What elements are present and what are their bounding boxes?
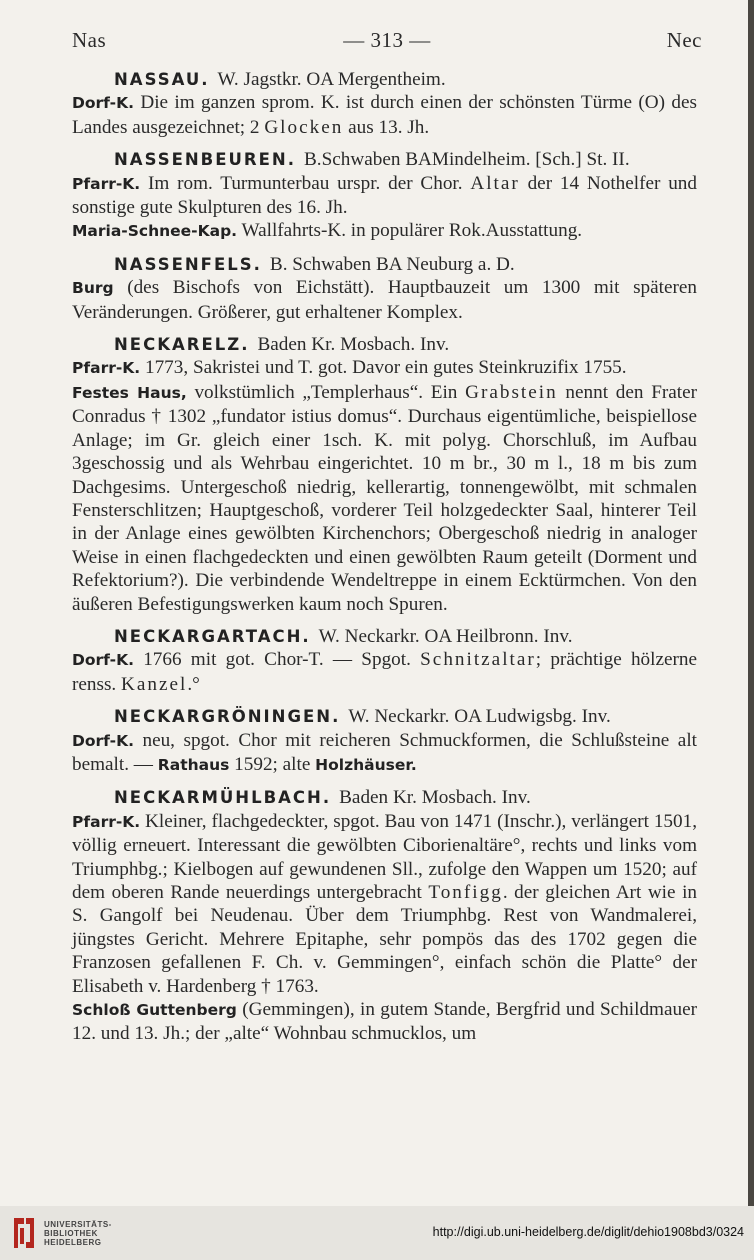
place-name: NASSENBEUREN. <box>114 150 296 170</box>
building-label: Pfarr-K. <box>72 359 141 378</box>
running-header <box>72 28 702 58</box>
entry-heading-line <box>72 253 697 276</box>
text-run: nennt den Frater Conradus † 1302 „fundator istius domus“. Durchaus eigentümliche, beispiellose Anlage; im Gr. gleich einer 1sch. K. mit polyg. Chorschluß, im Aufbau 3geschossig und als Wehrbau eingerichtet. 10 m br., 30 m l., 18 m bis zum Dachgesims. Untergeschoß niedrig, kellerartig, tonnengewölbt, mit schmalen Fensterschlitzen; Hauptgeschoß, vorderer Teil holzgedeckter Saal, hinterer Teil in der Anlage eines gewölbten Kirchenchors; Obergeschoß niedrig in analoger Weise in einen flachgedeckten und einen gewölbten Raum geteilt (Dorment und Refektorium?). Die verbindende Wendeltreppe in einem Ecktürmchen. Von den äußeren Befestigungswerken kaum noch Spuren. <box>72 381 698 615</box>
logo-line: HEIDELBERG <box>44 1238 102 1247</box>
building-label: Holzhäuser. <box>315 755 417 774</box>
building-label: Burg <box>72 279 114 298</box>
gazetteer-entry <box>72 148 697 244</box>
university-logo-icon <box>10 1214 38 1252</box>
text-run: volkstümlich „Templerhaus“. Ein <box>186 381 466 403</box>
entry-heading-line <box>72 333 697 356</box>
logo-line: BIBLIOTHEK <box>44 1229 98 1238</box>
place-name: NECKARGRÖNINGEN. <box>114 707 341 727</box>
header-left: Nas <box>72 28 107 52</box>
text-run: Kleiner, flachgedeckter, spgot. Bau von 1471 (Inschr.), verlängert 1501, völlig erneuert. Interessant die gewölbten Ciborienaltäre°, rechts und links vom Triumphbg.; Kielbogen auf gewundenen Sll., zufolge den Wappen um 1520; auf dem oberen Rande neuerdings untergebracht <box>72 810 697 903</box>
building-label: Schloß Guttenberg <box>72 1001 237 1020</box>
spaced-term: Glocken <box>264 116 344 138</box>
building-label: Rathaus <box>157 755 230 774</box>
building-label: Dorf-K. <box>72 731 134 750</box>
building-label: Pfarr-K. <box>72 812 141 831</box>
spaced-term: Tonfigg <box>428 882 503 903</box>
entry-paragraph <box>72 381 697 616</box>
spaced-term: Altar <box>470 172 520 194</box>
entry-heading-line <box>72 148 697 171</box>
gazetteer-entry <box>72 705 697 777</box>
entry-paragraph <box>72 998 697 1046</box>
entry-heading-line <box>72 68 697 91</box>
gazetteer-entry <box>72 68 697 139</box>
text-run: Im rom. Turmunterbau urspr. der Chor. <box>140 172 471 194</box>
library-logo-text <box>44 1220 112 1247</box>
entry-paragraph <box>72 810 697 998</box>
entry-paragraph <box>72 356 697 380</box>
text-run: Baden Kr. Mosbach. Inv. <box>339 787 531 809</box>
building-label: Festes Haus, <box>72 383 187 402</box>
building-label: Dorf-K. <box>72 651 134 670</box>
place-name: NECKARGARTACH. <box>114 626 311 646</box>
entry-paragraph <box>72 276 697 324</box>
place-name: NASSENFELS. <box>114 254 262 274</box>
text-run: der 14 Nothelfer und sonstige gute Skulpturen des 16. Jh. <box>72 172 697 219</box>
text-run: B.Schwaben BAMindelheim. [Sch.] St. II. <box>304 149 630 171</box>
spaced-term: Kanzel <box>121 673 188 695</box>
entry-paragraph <box>72 729 697 778</box>
text-run: 1592; alte <box>229 753 316 775</box>
entry-paragraph <box>72 172 697 220</box>
text-run: W. Neckarkr. OA Ludwigsbg. Inv. <box>348 706 611 728</box>
text-run: Die im ganzen sprom. K. ist durch einen der schönsten Türme (O) des Landes ausgezeichnet; 2 <box>72 92 697 138</box>
text-run: . der gleichen Art wie in S. Gangolf bei Neudenau. Über dem Triumphbg. Rest von Wandmalerei, jüngstes Gericht. Mehrere Epitaphe, sehr pompös das des 1702 gegen die Franzosen gefallenen F. Ch. v. Gemmingen°, einfach schön die Platte° der Elisabeth v. Hardenberg † 1763. <box>72 882 697 997</box>
page-number: — 313 — <box>343 28 431 52</box>
text-run: aus 13. Jh. <box>343 116 430 138</box>
entry-paragraph <box>72 219 697 243</box>
text-run: .° <box>187 673 200 695</box>
text-run: neu, spgot. Chor mit reicheren Schmuckformen, die Schlußsteine alt bemalt. — <box>72 729 697 775</box>
building-label: Dorf-K. <box>72 94 134 113</box>
text-run: (des Bischofs von Eichstätt). Hauptbauzeit um 1300 mit späteren Veränderungen. Größerer, gut erhaltener Komplex. <box>72 277 697 323</box>
entry-paragraph <box>72 648 697 696</box>
entry-heading-line <box>72 705 697 728</box>
gazetteer-entry <box>72 333 697 616</box>
entry-paragraph <box>72 91 697 139</box>
text-run: 1766 mit got. Chor-T. — Spgot. <box>133 649 421 671</box>
building-label: Pfarr-K. <box>72 174 141 193</box>
text-run: Baden Kr. Mosbach. Inv. <box>257 334 450 356</box>
place-name: NASSAU. <box>114 70 210 89</box>
place-name: NECKARELZ. <box>114 335 250 355</box>
text-run: W. Jagstkr. OA Mergentheim. <box>217 69 446 90</box>
building-label: Maria-Schnee-Kap. <box>72 222 238 241</box>
spaced-term: Schnitzaltar <box>420 649 536 671</box>
text-run: W. Neckarkr. OA Heilbronn. Inv. <box>318 625 573 647</box>
text-run: Wallfahrts-K. in populärer Rok.Ausstattung. <box>237 220 583 242</box>
spaced-term: Grabstein <box>465 381 558 403</box>
text-run: (Gemmingen), in gutem Stande, Bergfrid und Schildmauer 12. und 13. Jh.; der „alte“ Wohnbau schmucklos, um <box>72 999 697 1045</box>
text-run: 1773, Sakristei und T. got. Davor ein gutes Steinkruzifix 1755. <box>140 357 627 379</box>
place-name: NECKARMÜHLBACH. <box>114 788 332 808</box>
header-right: Nec <box>666 28 702 52</box>
logo-line: UNIVERSITÄTS- <box>44 1220 112 1229</box>
text-run: B. Schwaben BA Neuburg a. D. <box>269 253 515 275</box>
text-run: ; prächtige hölzerne renss. <box>72 649 697 695</box>
gazetteer-entry <box>72 625 697 696</box>
document-body <box>72 68 697 1046</box>
entry-heading-line <box>72 786 697 809</box>
footer-bar <box>0 1206 754 1260</box>
gazetteer-entry <box>72 253 697 324</box>
gazetteer-entry <box>72 786 697 1045</box>
source-url-link[interactable]: http://digi.ub.uni-heidelberg.de/diglit/dehio1908bd3/0324 <box>432 1225 744 1239</box>
entry-heading-line <box>72 625 697 648</box>
